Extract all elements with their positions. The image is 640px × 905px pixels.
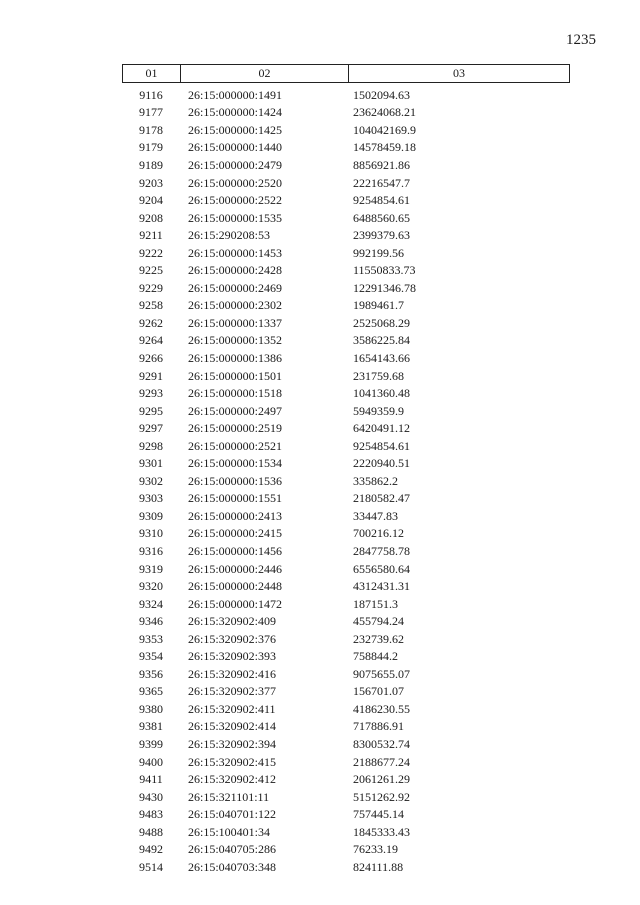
table-cell-02: 26:15:040703:348: [188, 859, 277, 874]
table-cell-03: 76233.19: [353, 842, 398, 857]
table-cell-03: 2847758.78: [353, 543, 410, 558]
table-cell-01: 9266: [139, 350, 163, 365]
table-cell-02: 26:15:000000:1424: [188, 105, 283, 120]
table-cell-03: 12291346.78: [353, 280, 416, 295]
table-cell-03: 8856921.86: [353, 157, 410, 172]
table-cell-01: 9189: [139, 157, 163, 172]
table-cell-01: 9309: [139, 508, 163, 523]
table-cell-01: 9301: [139, 456, 163, 471]
table-cell-01: 9203: [139, 175, 163, 190]
table-row: [122, 648, 570, 666]
table-cell-03: 2061261.29: [353, 772, 410, 787]
table-cell-01: 9298: [139, 438, 163, 453]
page-number: 1235: [566, 32, 596, 48]
table-cell-03: 757445.14: [353, 807, 404, 822]
table-cell-03: 6488560.65: [353, 210, 410, 225]
table-row: [122, 665, 570, 683]
table-cell-01: 9211: [139, 228, 163, 243]
table-cell-03: 2180582.47: [353, 491, 410, 506]
table-cell-01: 9295: [139, 403, 163, 418]
table-cell-02: 26:15:100401:34: [188, 824, 271, 839]
table-cell-03: 9254854.61: [353, 193, 410, 208]
table-row: [122, 139, 570, 157]
table-row: [122, 419, 570, 437]
table-cell-02: 26:15:000000:2302: [188, 298, 283, 313]
table-cell-03: 231759.68: [353, 368, 404, 383]
table-cell-02: 26:15:000000:2497: [188, 403, 283, 418]
table-cell-03: 1654143.66: [353, 350, 410, 365]
table-cell-01: 9229: [139, 280, 163, 295]
table-cell-02: 26:15:290208:53: [188, 228, 271, 243]
table-cell-01: 9411: [139, 772, 163, 787]
table-cell-02: 26:15:000000:1472: [188, 596, 283, 611]
table-cell-02: 26:15:320902:415: [188, 754, 277, 769]
table-cell-02: 26:15:000000:2413: [188, 508, 283, 523]
table-cell-01: 9262: [139, 315, 163, 330]
table-cell-02: 26:15:000000:1453: [188, 245, 283, 260]
table-cell-02: 26:15:000000:1386: [188, 350, 283, 365]
table-cell-03: 717886.91: [353, 719, 404, 734]
table-cell-01: 9291: [139, 368, 163, 383]
table-cell-02: 26:15:321101:11: [188, 789, 270, 804]
table-row: [122, 297, 570, 315]
table-cell-03: 700216.12: [353, 526, 404, 541]
table-cell-03: 22216547.7: [353, 175, 410, 190]
table-row: [122, 332, 570, 350]
table-row: [122, 542, 570, 560]
table-row: [122, 560, 570, 578]
table-cell-01: 9492: [139, 842, 163, 857]
table-cell-03: 335862.2: [353, 473, 398, 488]
table-row: [122, 209, 570, 227]
table-row: [122, 261, 570, 279]
table-cell-02: 26:15:000000:1352: [188, 333, 283, 348]
table-cell-02: 26:15:000000:1535: [188, 210, 283, 225]
table-cell-02: 26:15:000000:2446: [188, 561, 283, 576]
table-cell-03: 8300532.74: [353, 737, 410, 751]
table-row: [122, 683, 570, 701]
table-row: [122, 612, 570, 630]
table-cell-03: 992199.56: [353, 245, 404, 260]
table-cell-02: 26:15:000000:2519: [188, 421, 283, 436]
table-cell-03: 11550833.73: [353, 263, 416, 278]
table-cell-01: 9430: [139, 789, 163, 804]
table-cell-03: 14578459.18: [353, 140, 416, 155]
table-cell-02: 26:15:000000:2521: [188, 438, 283, 453]
table-cell-01: 9399: [139, 737, 163, 751]
table-cell-01: 9514: [139, 859, 163, 874]
table-cell-02: 26:15:000000:1456: [188, 543, 283, 558]
table-cell-03: 5151262.92: [353, 789, 410, 804]
table-cell-03: 33447.83: [353, 508, 398, 523]
table-cell-03: 156701.07: [353, 684, 404, 699]
table-row: [122, 472, 570, 490]
table-cell-02: 26:15:320902:376: [188, 631, 277, 646]
table-row: [122, 314, 570, 332]
table-row: [122, 174, 570, 192]
table-cell-01: 9483: [139, 807, 163, 822]
table-cell-02: 26:15:320902:394: [188, 737, 277, 751]
table-cell-03: 4312431.31: [353, 579, 410, 594]
table-cell-01: 9222: [139, 245, 163, 260]
table-cell-03: 9075655.07: [353, 666, 410, 681]
table-cell-01: 9208: [139, 210, 163, 225]
table-cell-02: 26:15:000000:1536: [188, 473, 283, 488]
table-row: [122, 805, 570, 823]
table-cell-02: 26:15:000000:1425: [188, 122, 283, 137]
table-cell-01: 9179: [139, 140, 163, 155]
table-cell-01: 9324: [139, 596, 163, 611]
table-cell-03: 2399379.63: [353, 228, 410, 243]
table-cell-01: 9225: [139, 263, 163, 278]
table-row: [122, 788, 570, 806]
table-cell-01: 9381: [139, 719, 163, 734]
table-row: [122, 86, 570, 104]
table-row: [122, 437, 570, 455]
table-cell-01: 9116: [139, 87, 163, 102]
table-row: [122, 156, 570, 174]
table-cell-03: 455794.24: [353, 614, 404, 629]
table-cell-02: 26:15:000000:2448: [188, 579, 283, 594]
table-cell-01: 9353: [139, 631, 163, 646]
table-cell-01: 9380: [139, 701, 163, 716]
table-row: [122, 630, 570, 648]
table-row: [122, 226, 570, 244]
table-cell-02: 26:15:320902:416: [188, 666, 277, 681]
table-row: [122, 349, 570, 367]
table-cell-01: 9365: [139, 684, 163, 699]
table-cell-01: 9346: [139, 614, 163, 629]
table-cell-03: 4186230.55: [353, 701, 410, 716]
table-cell-02: 26:15:040705:286: [188, 842, 277, 857]
table-row: [122, 279, 570, 297]
table-cell-02: 26:15:000000:2469: [188, 280, 283, 295]
table-cell-01: 9310: [139, 526, 163, 541]
table-cell-02: 26:15:000000:1491: [188, 87, 283, 102]
table-row: [122, 525, 570, 543]
table-cell-02: 26:15:000000:2415: [188, 526, 283, 541]
table-row: [122, 841, 570, 859]
table-row: [122, 823, 570, 841]
table-cell-02: 26:15:000000:1534: [188, 456, 283, 471]
table-cell-01: 9488: [139, 824, 163, 839]
table-cell-02: 26:15:000000:1337: [188, 315, 283, 330]
table-row: [122, 735, 570, 753]
table-cell-03: 824111.88: [353, 859, 404, 874]
table-cell-01: 9297: [139, 421, 163, 436]
column-header-03: 03: [453, 66, 465, 80]
table-row: [122, 367, 570, 385]
table-cell-01: 9316: [139, 543, 163, 558]
table-cell-01: 9177: [139, 105, 163, 120]
table-cell-02: 26:15:000000:1440: [188, 140, 283, 155]
table-header: [122, 64, 570, 83]
table-cell-03: 23624068.21: [353, 105, 416, 120]
table-body: [122, 86, 570, 876]
table-row: [122, 454, 570, 472]
table-cell-03: 1041360.48: [353, 386, 410, 401]
table-cell-03: 2220940.51: [353, 456, 410, 471]
column-header-01: 01: [123, 65, 181, 82]
table-cell-03: 104042169.9: [353, 122, 416, 137]
table-cell-02: 26:15:000000:2479: [188, 157, 283, 172]
table-row: [122, 191, 570, 209]
table-cell-03: 758844.2: [353, 649, 398, 664]
table-row: [122, 577, 570, 595]
table-cell-02: 26:15:320902:414: [188, 719, 277, 734]
table-cell-02: 26:15:320902:409: [188, 614, 277, 629]
table-cell-01: 9178: [139, 122, 163, 137]
table-cell-02: 26:15:320902:377: [188, 684, 277, 699]
table-cell-01: 9258: [139, 298, 163, 313]
table-cell-02: 26:15:000000:2520: [188, 175, 283, 190]
table-cell-01: 9320: [139, 579, 163, 594]
table-cell-03: 187151.3: [353, 596, 398, 611]
table-cell-03: 3586225.84: [353, 333, 410, 348]
table-cell-03: 6556580.64: [353, 561, 410, 576]
table-cell-01: 9264: [139, 333, 163, 348]
table-row: [122, 384, 570, 402]
table-row: [122, 718, 570, 736]
table-cell-03: 9254854.61: [353, 438, 410, 453]
column-header-02: 02: [181, 65, 349, 82]
table-row: [122, 244, 570, 262]
table-row: [122, 507, 570, 525]
table-cell-01: 9303: [139, 491, 163, 506]
table-cell-01: 9204: [139, 193, 163, 208]
table-cell-02: 26:15:320902:411: [188, 701, 276, 716]
table-row: [122, 402, 570, 420]
table-cell-03: 232739.62: [353, 631, 404, 646]
table-cell-03: 6420491.12: [353, 421, 410, 436]
data-table: [122, 64, 570, 876]
table-cell-01: 9400: [139, 754, 163, 769]
table-row: [122, 700, 570, 718]
table-cell-02: 26:15:000000:2522: [188, 193, 283, 208]
table-cell-02: 26:15:000000:1501: [188, 368, 283, 383]
table-cell-01: 9319: [139, 561, 163, 576]
table-cell-01: 9354: [139, 649, 163, 664]
table-cell-03: 5949359.9: [353, 403, 404, 418]
table-row: [122, 770, 570, 788]
table-row: [122, 595, 570, 613]
table-row: [122, 858, 570, 876]
table-row: [122, 753, 570, 771]
table-cell-02: 26:15:000000:1518: [188, 386, 283, 401]
table-cell-03: 2188677.24: [353, 754, 410, 769]
table-cell-01: 9302: [139, 473, 163, 488]
table-cell-02: 26:15:320902:393: [188, 649, 277, 664]
table-row: [122, 490, 570, 508]
table-cell-02: 26:15:000000:1551: [188, 491, 283, 506]
table-cell-02: 26:15:320902:412: [188, 772, 277, 787]
table-cell-02: 26:15:040701:122: [188, 807, 277, 822]
table-row: [122, 104, 570, 122]
table-cell-03: 1989461.7: [353, 298, 404, 313]
table-row: [122, 121, 570, 139]
table-cell-02: 26:15:000000:2428: [188, 263, 283, 278]
table-cell-03: 2525068.29: [353, 315, 410, 330]
table-cell-01: 9356: [139, 666, 163, 681]
table-cell-01: 9293: [139, 386, 163, 401]
table-cell-03: 1502094.63: [353, 87, 410, 102]
table-cell-03: 1845333.43: [353, 824, 410, 839]
